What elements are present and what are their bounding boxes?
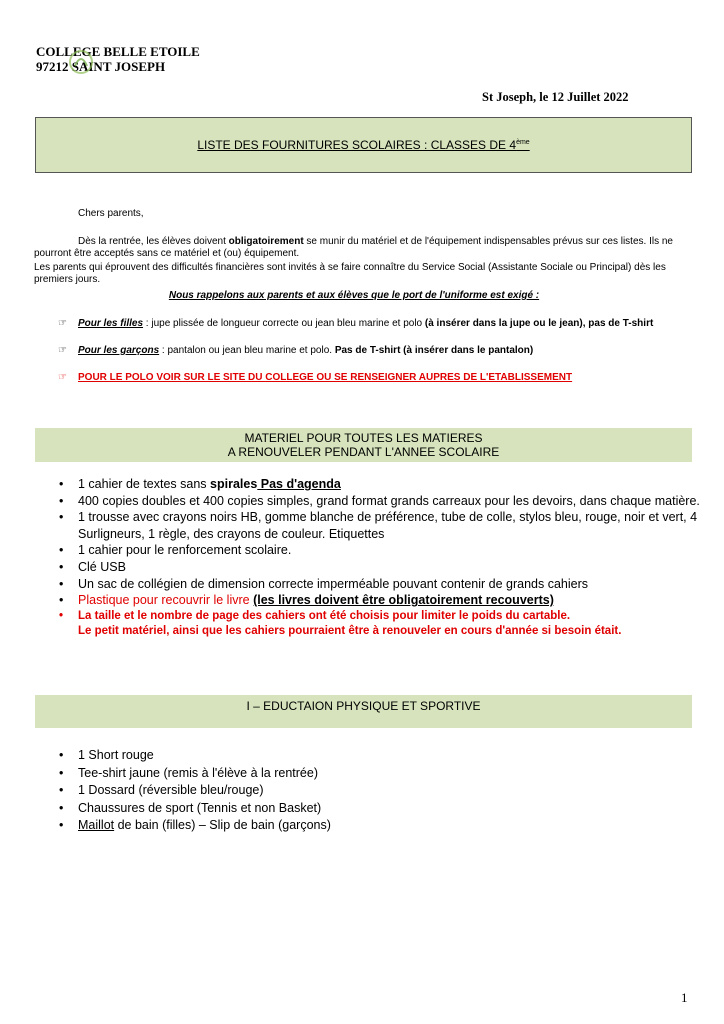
boys-label: Pour les garçons [78, 345, 160, 356]
item-text: de bain (filles) – Slip de bain (garçons) [114, 818, 331, 832]
section-materials-title-line1: MATERIEL POUR TOUTES LES MATIERES [244, 431, 483, 445]
polo-notice: POUR LE POLO VOIR SUR LE SITE DU COLLEGE OU SE RENSEIGNER AUPRES DE L'ETABLISSEMENT [78, 372, 573, 383]
uniform-reminder: Nous rappelons aux parents et aux élèves que le port de l'uniforme est exigé : [168, 290, 540, 301]
item-bold: spirales [210, 477, 258, 491]
p1-text-a: Dès la rentrée, les élèves doivent [78, 236, 229, 247]
bullet-icon: • [59, 818, 64, 832]
p1-bold: obligatoirement [228, 236, 304, 247]
title-box [35, 117, 692, 173]
list-item [56, 800, 656, 818]
item-bold-underline: Pas d'agenda [257, 477, 341, 491]
bullet-icon: • [59, 783, 64, 797]
list-item [56, 782, 656, 800]
materials-list [56, 476, 706, 639]
boys-bold: Pas de T-shirt (à insérer dans le pantalon) [334, 345, 534, 356]
girls-label: Pour les filles [78, 318, 144, 329]
item-text: 1 trousse avec crayons noirs HB, gomme blanche de préférence, tube de colle, stylos bleu, rouge, noir et vert, 4 Surligneurs, 1 règle, des crayons de couleur. Etiquettes [78, 510, 698, 541]
item-text: 400 copies doubles et 400 copies simples, grand format grands carreaux pour les devoirs, dans chaque matière. [78, 493, 700, 508]
paragraph-financial: Les parents qui éprouvent des difficultés financières sont invités à se faire connaître du Service Social (Assistante Sociale ou Principal) dès les premiers jours. [34, 262, 666, 285]
school-header [36, 44, 200, 74]
item-text: Chaussures de sport (Tennis et non Basket) [78, 800, 322, 815]
bullet-icon: • [59, 559, 64, 574]
school-logo [66, 48, 96, 76]
bullet-icon: • [59, 543, 64, 558]
p1-text-b: se munir du matériel et de l'équipement indispensables prévus sur ces listes. Ils ne pourront être acceptés sans ce matériel et (ou) équipement. [34, 236, 673, 259]
page-number: 1 [681, 990, 688, 1005]
greeting: Chers parents, [78, 208, 144, 219]
bullet-icon: • [59, 477, 64, 491]
pointing-hand-icon: ☞ [58, 372, 67, 383]
page-title [36, 138, 691, 152]
list-item [56, 576, 706, 593]
girls-bold: (à insérer dans la jupe ou le jean), pas de T-shirt [424, 318, 654, 329]
bullet-icon: • [59, 748, 64, 762]
bullet-icon: • [59, 609, 64, 622]
list-item [56, 509, 706, 542]
paragraph-requirements [34, 236, 706, 260]
section-pe-header [35, 695, 692, 728]
item-text: 1 cahier de textes sans [78, 477, 211, 491]
list-item [56, 559, 706, 576]
list-item [56, 476, 706, 493]
bullet-icon: • [59, 800, 64, 815]
item-red-bold: La taille et le nombre de page des cahiers ont été choisis pour limiter le poids du cartable. [78, 609, 571, 622]
item-underline: Maillot [78, 818, 115, 832]
item-text: Clé USB [78, 559, 126, 574]
item-red-bold-cont: Le petit matériel, ainsi que les cahiers pourraient être à renouveler en cours d'année si besoin était. [78, 624, 622, 637]
boys-text: : pantalon ou jean bleu marine et polo. [159, 345, 335, 356]
bullet-icon: • [59, 765, 64, 780]
rule-girls [78, 318, 704, 330]
section-materials-title [35, 431, 692, 459]
item-text: 1 Short rouge [78, 748, 154, 762]
school-address: 97212 SAINT JOSEPH [36, 59, 166, 74]
item-red-text: Plastique pour recouvrir le livre [78, 593, 254, 608]
list-item [56, 493, 706, 510]
girls-text: : jupe plissée de longueur correcte ou jean bleu marine et polo [143, 318, 425, 329]
list-item [56, 747, 656, 765]
section-pe-title: I – EDUCTAION PHYSIQUE ET SPORTIVE [246, 699, 481, 713]
list-item [56, 592, 706, 609]
pointing-hand-icon: ☞ [58, 318, 67, 329]
section-materials-header [35, 428, 692, 462]
rule-boys [78, 345, 704, 357]
bullet-icon: • [59, 576, 64, 591]
bullet-icon: • [59, 593, 64, 608]
item-bold-underline: (les livres doivent être obligatoirement recouverts) [253, 593, 554, 608]
school-name: COLLEGE BELLE ETOILE [36, 44, 200, 59]
bullet-icon: • [59, 493, 64, 508]
list-item [56, 765, 656, 783]
bullet-icon: • [59, 510, 64, 525]
pe-list [56, 747, 656, 835]
list-item [56, 609, 706, 639]
pointing-hand-icon: ☞ [58, 345, 67, 356]
item-text: Un sac de collégien de dimension correcte imperméable pouvant contenir de grands cahiers [78, 576, 589, 591]
list-item [56, 542, 706, 559]
page-title-sup: ème [516, 139, 530, 146]
section-materials-title-line2: A RENOUVELER PENDANT L'ANNEE SCOLAIRE [227, 445, 500, 459]
page-title-text: LISTE DES FOURNITURES SCOLAIRES : CLASSES DE 4 [197, 138, 517, 152]
item-text: 1 Dossard (réversible bleu/rouge) [78, 783, 264, 797]
list-item [56, 817, 656, 835]
item-text: Tee-shirt jaune (remis à l'élève à la rentrée) [78, 765, 318, 780]
item-text: 1 cahier pour le renforcement scolaire. [78, 543, 292, 558]
letter-date: St Joseph, le 12 Juillet 2022 [482, 90, 629, 104]
